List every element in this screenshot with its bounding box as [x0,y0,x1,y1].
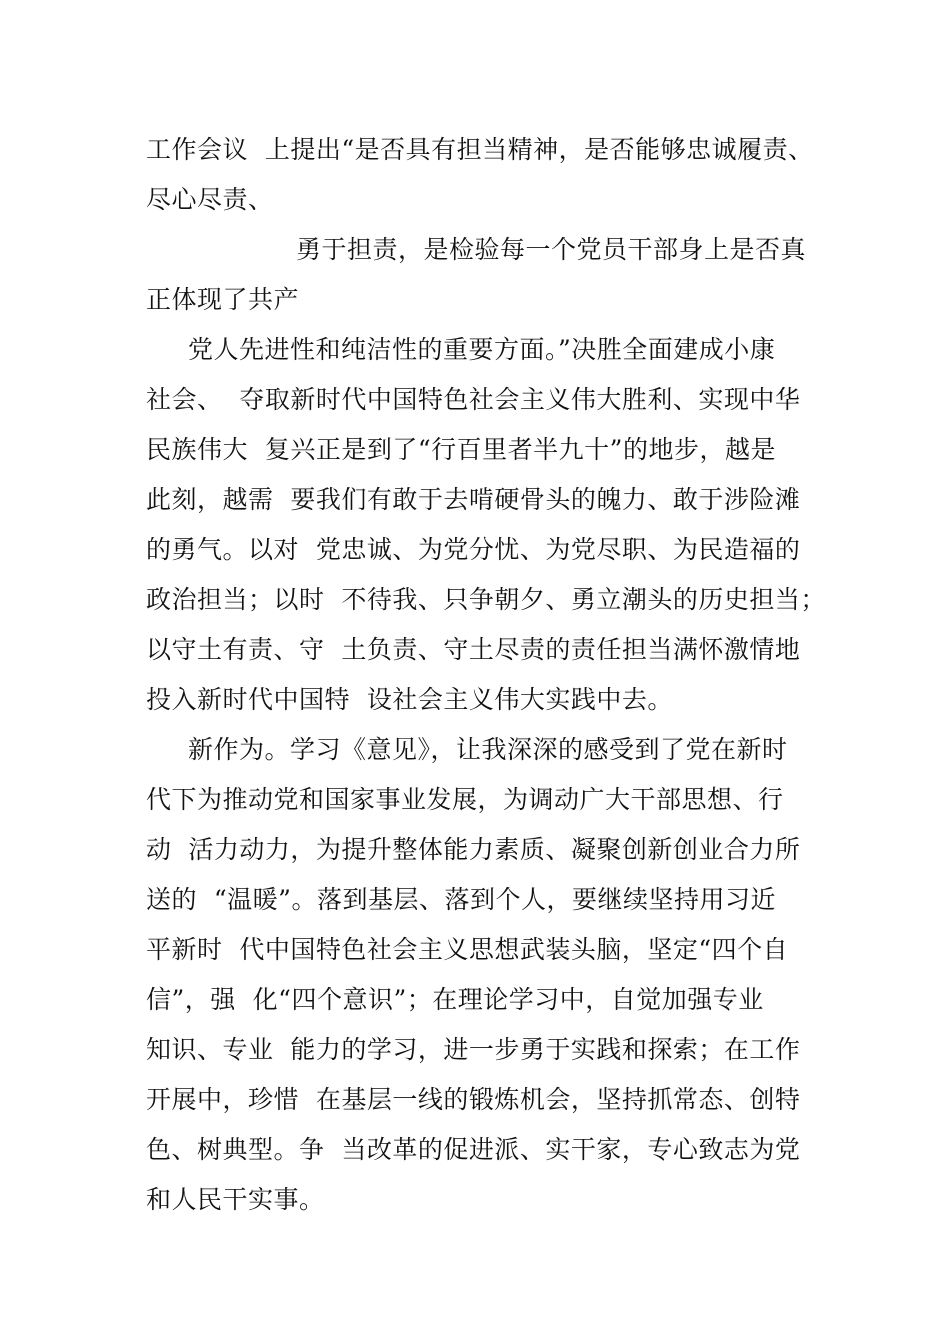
text-line: 知识、专业 能力的学习，进一步勇于实践和探索；在工作 [146,1035,801,1064]
text-line: 和人民干实事。 [146,1185,325,1214]
paragraph-start-line: 新作为。学习《意见》，让我深深的感受到了党在新时 [188,735,788,764]
text-line: 此刻，越需 要我们有敢于去啃硬骨头的魄力、敢于涉险滩 [146,485,801,514]
text-line: 代下为推动党和国家事业发展，为调动广大干部思想、行 [146,785,784,814]
text-line: 动 活力动力，为提升整体能力素质、凝聚创新创业合力所 [146,835,801,864]
text-line: 正体现了共产 [146,285,300,314]
text-line: 政治担当；以时 不待我、只争朝夕、勇立潮头的历史担当； [146,585,826,614]
text-line: 色、树典型。争 当改革的促进派、实干家，专心致志为党 [146,1135,801,1164]
text-line: 民族伟大 复兴正是到了“行百里者半九十”的地步，越是 [146,435,776,464]
text-line: 投入新时代中国特 设社会主义伟大实践中去。 [146,685,673,714]
text-line: 的勇气。以对 党忠诚、为党分忧、为党尽职、为民造福的 [146,535,801,564]
text-line: 信”，强 化“四个意识”；在理论学习中，自觉加强专业 [146,985,764,1014]
text-line: 开展中，珍惜 在基层一线的锻炼机会，坚持抓常态、创特 [146,1085,801,1114]
text-line: 社会、 夺取新时代中国特色社会主义伟大胜利、实现中华 [146,385,801,414]
text-line: 工作会议 上提出“是否具有担当精神，是否能够忠诚履责、 [146,135,814,164]
text-line: 尽心尽责、 [146,185,274,214]
text-line: 以守土有责、守 土负责、守土尽责的责任担当满怀激情地 [146,635,801,664]
text-line: 送的 “温暖”。落到基层、落到个人，要继续坚持用习近 [146,885,776,914]
text-line: 平新时 代中国特色社会主义思想武装头脑，坚定“四个自 [146,935,789,964]
text-line: 勇于担责，是检验每一个党员干部身上是否真 [296,235,807,264]
paragraph-start-line: 党人先进性和纯洁性的重要方面。”决胜全面建成小康 [188,335,776,364]
